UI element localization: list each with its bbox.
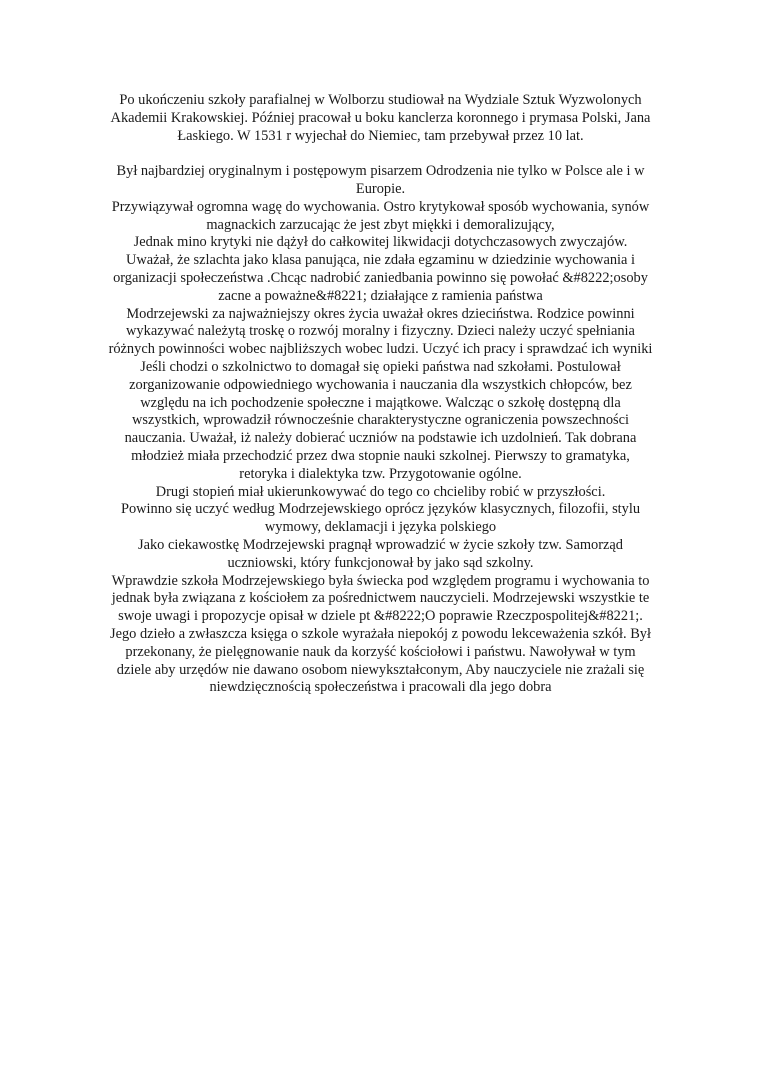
text-line: młodzież miała przechodzić przez dwa stopnie nauki szkolnej. Pierwszy to gramatyka, <box>131 447 630 464</box>
text-line: retoryka i dialektyka tzw. Przygotowanie ogólne. <box>239 465 522 482</box>
text-line: Przywiązywał ogromna wagę do wychowania. Ostro krytykował sposób wychowania, synów <box>111 198 650 215</box>
text-line: zacne a poważne&#8221; działające z ramienia państwa <box>218 287 543 304</box>
text-line: Był najbardziej oryginalnym i postępowym pisarzem Odrodzenia nie tylko w Polsce ale i w <box>116 163 645 180</box>
text-line: dziele aby urzędów nie dawano osobom niewykształconym, Aby nauczyciele nie zrażali się <box>116 661 645 678</box>
document-body <box>88 92 673 697</box>
text-line: jednak była związana z kościołem za pośrednictwem nauczycieli. Modrzejewski wszystkie te <box>111 590 650 607</box>
text-line: magnackich zarzucając że jest zbyt miękki i demoralizujący, <box>206 216 555 233</box>
text-line: Uważał, że szlachta jako klasa panująca, nie zdała egzaminu w dziedzinie wychowania i <box>125 252 636 269</box>
paragraph-spacer <box>88 145 673 163</box>
text-line: Jednak mino krytyki nie dążył do całkowitej likwidacji dotychczasowych zwyczajów. <box>133 234 628 251</box>
text-line: nauczania. Uważał, iż należy dobierać uczniów na podstawie ich uzdolnień. Tak dobrana <box>124 430 637 447</box>
text-line: swoje uwagi i propozycje opisał w dziele pt &#8222;O poprawie Rzeczpospolitej&#8221;. <box>118 608 643 625</box>
text-line: Modrzejewski za najważniejszy okres życia uważał okres dzieciństwa. Rodzice powinni <box>126 305 635 322</box>
text-line: wymowy, deklamacji i języka polskiego <box>264 519 497 536</box>
paragraph-1 <box>88 92 673 145</box>
text-line: Wprawdzie szkoła Modrzejewskiego była świecka pod względem programu i wychowania to <box>111 572 650 589</box>
text-line: uczniowski, który funkcjonował by jako sąd szkolny. <box>227 554 534 571</box>
text-line: wykazywać należytą troskę o rozwój moralny i fizyczny. Dzieci należy uczyć spełniania <box>126 323 635 340</box>
text-line: Europie. <box>355 180 406 197</box>
text-line: organizacji społeczeństwa .Chcąc nadrobić zaniedbania powinno się powołać &#8222;osoby <box>113 269 648 286</box>
text-line: niewdzięcznością społeczeństwa i pracowali dla jego dobra <box>209 679 552 696</box>
text-line: przekonany, że pielęgnowanie nauk da korzyść kościołowi i państwu. Nawoływał w tym <box>125 643 636 660</box>
text-line: Po ukończeniu szkoły parafialnej w Wolborzu studiował na Wydziale Sztuk Wyzwolonych <box>119 92 642 108</box>
text-line: różnych powinności wobec najbliższych wobec ludzi. Uczyć ich pracy i sprawdzać ich wyniki <box>108 341 653 358</box>
text-line: Jego dzieło a zwłaszcza księga o szkole wyrażała niepokój z powodu lekceważenia szkół. Był <box>109 625 652 642</box>
text-line: Jeśli chodzi o szkolnictwo to domagał się opieki państwa nad szkołami. Postulował <box>140 358 621 375</box>
text-line: Powinno się uczyć według Modrzejewskiego oprócz języków klasycznych, filozofii, stylu <box>120 501 641 518</box>
text-line: Jako ciekawostkę Modrzejewski pragnął wprowadzić w życie szkoły tzw. Samorząd <box>138 536 623 553</box>
text-line: Akademii Krakowskiej. Później pracował u boku kanclerza koronnego i prymasa Polski, Jana <box>110 109 651 126</box>
text-line: wszystkich, wprowadził równocześnie charakterystyczne ograniczenia powszechności <box>131 412 630 429</box>
text-line: zorganizowanie odpowiedniego wychowania i nauczania dla wszystkich chłopców, bez <box>129 376 632 393</box>
paragraph-2 <box>88 163 673 697</box>
text-line: Łaskiego. W 1531 r wyjechał do Niemiec, tam przebywał przez 10 lat. <box>177 127 584 144</box>
text-line: Drugi stopień miał ukierunkowywać do tego co chcieliby robić w przyszłości. <box>155 483 606 500</box>
text-line: względu na ich pochodzenie społeczne i majątkowe. Walcząc o szkołę dostępną dla <box>140 394 621 411</box>
